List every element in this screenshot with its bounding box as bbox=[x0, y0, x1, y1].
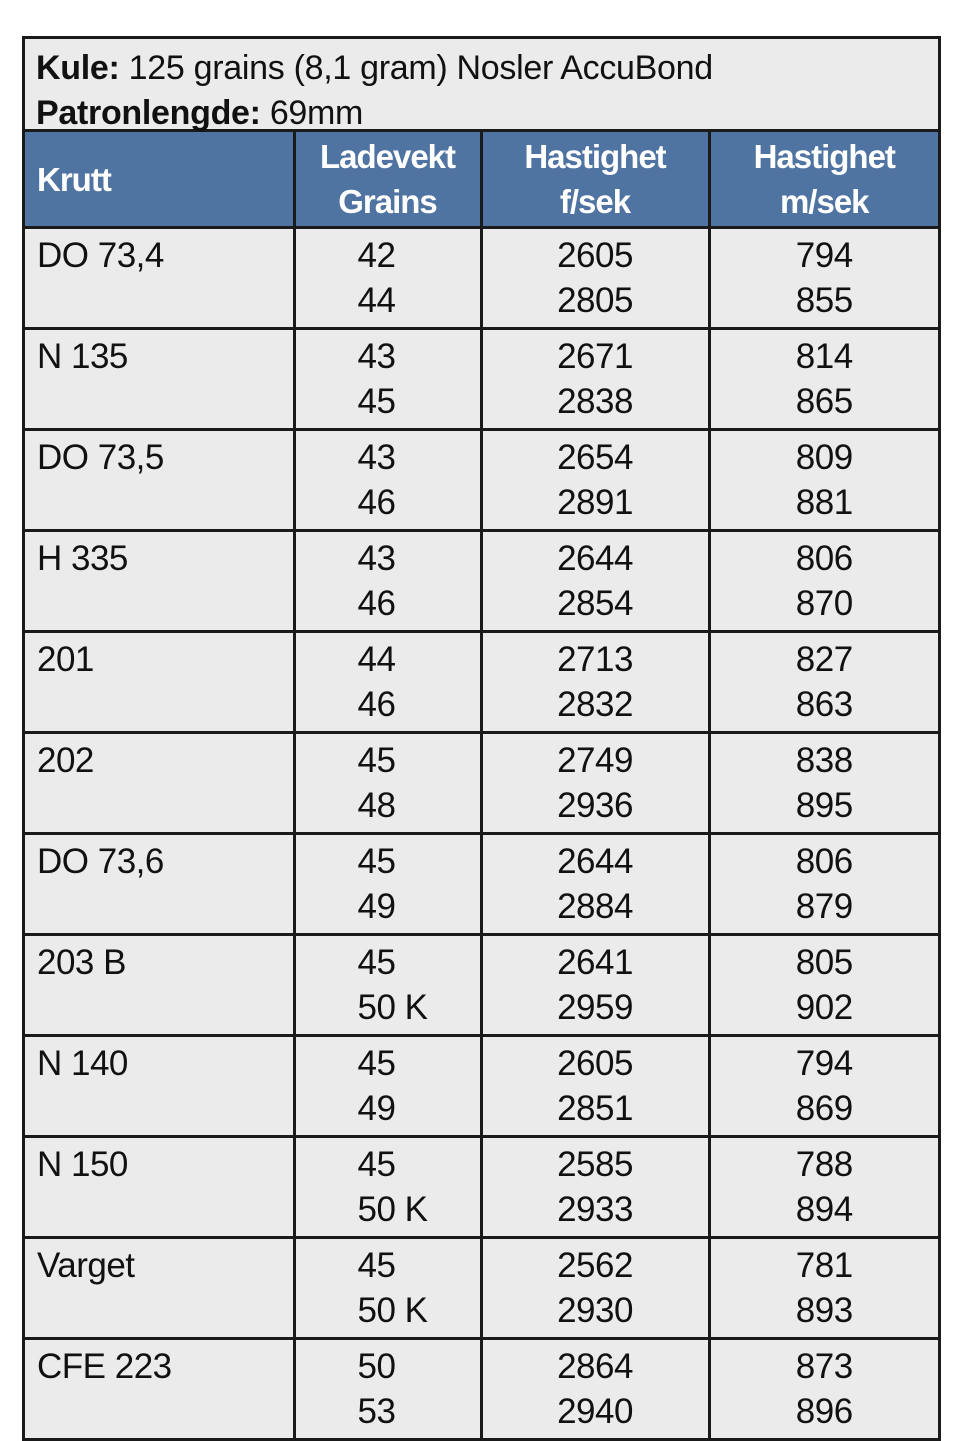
velocity-fps-cell bbox=[481, 329, 709, 430]
velocity-ms-cell-value: 895 bbox=[795, 786, 853, 825]
table-row bbox=[25, 329, 938, 430]
charge-weight-cell-value: 45 bbox=[357, 943, 396, 982]
load-data-table bbox=[22, 36, 941, 1441]
cartridge-length-label: Patronlengde: bbox=[36, 94, 261, 132]
velocity-ms-cell-value: 788 bbox=[795, 1145, 853, 1184]
velocity-ms-cell bbox=[709, 935, 938, 1036]
velocity-ms-cell-value: 809 bbox=[795, 438, 853, 477]
velocity-ms-cell bbox=[709, 733, 938, 834]
velocity-ms-cell-value: 894 bbox=[795, 1190, 853, 1229]
bullet-value: 125 grains (8,1 gram) Nosler AccuBond bbox=[119, 49, 713, 87]
table-row bbox=[25, 632, 938, 733]
charge-weight-cell-value: 48 bbox=[357, 786, 396, 825]
charge-weight-cell bbox=[294, 1036, 481, 1137]
cartridge-length-value: 69mm bbox=[260, 94, 364, 132]
velocity-fps-cell-value: 2562 bbox=[557, 1246, 633, 1285]
velocity-fps-cell-value: 2805 bbox=[557, 281, 633, 320]
charge-weight-cell bbox=[294, 935, 481, 1036]
velocity-fps-cell-value: 2854 bbox=[557, 584, 633, 623]
charge-weight-cell bbox=[294, 329, 481, 430]
velocity-fps-cell bbox=[481, 1339, 709, 1439]
table-body bbox=[25, 228, 938, 1439]
charge-weight-cell-value: 49 bbox=[357, 887, 396, 926]
header-ladevekt: Ladevekt Grains bbox=[294, 132, 481, 228]
velocity-fps-cell-value: 2933 bbox=[557, 1190, 633, 1229]
charge-weight-cell-value: 45 bbox=[357, 1246, 396, 1285]
powder-cell: H 335 bbox=[25, 531, 294, 632]
velocity-ms-cell bbox=[709, 531, 938, 632]
charge-weight-cell bbox=[294, 430, 481, 531]
velocity-fps-cell-value: 2851 bbox=[557, 1089, 633, 1128]
powder-cell: DO 73,5 bbox=[25, 430, 294, 531]
velocity-fps-cell bbox=[481, 1036, 709, 1137]
powder-cell: 201 bbox=[25, 632, 294, 733]
velocity-fps-cell bbox=[481, 1238, 709, 1339]
velocity-fps-cell-value: 2644 bbox=[557, 539, 633, 578]
table-row bbox=[25, 1137, 938, 1238]
velocity-fps-cell-value: 2930 bbox=[557, 1291, 633, 1330]
velocity-fps-cell bbox=[481, 531, 709, 632]
velocity-fps-cell-value: 2864 bbox=[557, 1347, 633, 1386]
velocity-ms-cell-value: 869 bbox=[795, 1089, 853, 1128]
bullet-label: Kule: bbox=[36, 49, 120, 87]
header-velocity-fps: Hastighet f/sek bbox=[481, 132, 709, 228]
charge-weight-cell-value: 50 K bbox=[357, 1190, 428, 1229]
velocity-ms-cell-value: 873 bbox=[795, 1347, 853, 1386]
header-velocity-ms: Hastighet m/sek bbox=[709, 132, 938, 228]
charge-weight-cell-value: 43 bbox=[357, 539, 396, 578]
velocity-fps-cell bbox=[481, 228, 709, 329]
charge-weight-cell bbox=[294, 1339, 481, 1439]
velocity-ms-cell-value: 865 bbox=[795, 382, 853, 421]
table-row bbox=[25, 1339, 938, 1439]
velocity-ms-cell-value: 855 bbox=[795, 281, 853, 320]
velocity-ms-cell-value: 896 bbox=[795, 1392, 853, 1431]
velocity-fps-cell-value: 2671 bbox=[557, 337, 633, 376]
velocity-fps-cell bbox=[481, 632, 709, 733]
charge-weight-cell-value: 44 bbox=[357, 640, 396, 679]
charge-weight-cell-value: 45 bbox=[357, 1145, 396, 1184]
powder-cell: DO 73,4 bbox=[37, 236, 164, 275]
velocity-fps-cell-value: 2891 bbox=[557, 483, 633, 522]
charge-weight-cell-value: 46 bbox=[357, 584, 396, 623]
velocity-ms-cell-value: 879 bbox=[795, 887, 853, 926]
velocity-ms-cell bbox=[709, 1036, 938, 1137]
charge-weight-cell-value: 53 bbox=[357, 1392, 396, 1431]
velocity-fps-cell-value: 2585 bbox=[557, 1145, 633, 1184]
charge-weight-cell-value: 45 bbox=[357, 741, 396, 780]
charge-weight-cell-value: 46 bbox=[357, 685, 396, 724]
charge-weight-cell-value: 50 K bbox=[357, 988, 428, 1027]
charge-weight-cell-value: 46 bbox=[357, 483, 396, 522]
velocity-fps-cell bbox=[481, 430, 709, 531]
bullet-line bbox=[36, 46, 938, 91]
velocity-ms-cell-value: 781 bbox=[795, 1246, 853, 1285]
table-row bbox=[25, 935, 938, 1036]
powder-cell: Varget bbox=[25, 1238, 294, 1339]
table-row bbox=[25, 531, 938, 632]
velocity-ms-cell bbox=[709, 228, 938, 329]
header-row bbox=[25, 132, 938, 228]
table-row bbox=[25, 1238, 938, 1339]
charge-weight-cell-value: 43 bbox=[357, 438, 396, 477]
charge-weight-cell bbox=[294, 1238, 481, 1339]
velocity-fps-cell-value: 2713 bbox=[557, 640, 633, 679]
table-row bbox=[25, 834, 938, 935]
velocity-fps-cell-value: 2654 bbox=[557, 438, 633, 477]
charge-weight-cell bbox=[294, 733, 481, 834]
velocity-ms-cell bbox=[709, 834, 938, 935]
velocity-ms-cell-value: 838 bbox=[795, 741, 853, 780]
velocity-ms-cell bbox=[709, 430, 938, 531]
charge-weight-cell-value: 43 bbox=[357, 337, 396, 376]
charge-weight-cell bbox=[294, 632, 481, 733]
powder-cell: CFE 223 bbox=[25, 1339, 294, 1439]
charge-weight-cell-value: 50 bbox=[357, 1347, 396, 1386]
data-table bbox=[25, 132, 938, 1438]
velocity-fps-cell-value: 2959 bbox=[557, 988, 633, 1027]
velocity-ms-cell bbox=[709, 1339, 938, 1439]
velocity-ms-cell-value: 806 bbox=[795, 842, 853, 881]
velocity-fps-cell-value: 2884 bbox=[557, 887, 633, 926]
powder-cell: N 150 bbox=[25, 1137, 294, 1238]
powder-cell: 203 B bbox=[25, 935, 294, 1036]
charge-weight-cell bbox=[294, 1137, 481, 1238]
powder-cell: N 140 bbox=[25, 1036, 294, 1137]
cartridge-length-line bbox=[36, 91, 938, 136]
charge-weight-cell bbox=[294, 531, 481, 632]
velocity-fps-cell-value: 2936 bbox=[557, 786, 633, 825]
velocity-fps-cell-value: 2838 bbox=[557, 382, 633, 421]
velocity-ms-cell-value: 794 bbox=[795, 236, 853, 275]
table-row bbox=[25, 1036, 938, 1137]
velocity-ms-cell-value: 870 bbox=[795, 584, 853, 623]
charge-weight-cell-value: 50 K bbox=[357, 1291, 428, 1330]
velocity-fps-cell bbox=[481, 935, 709, 1036]
charge-weight-cell-value: 45 bbox=[357, 1044, 396, 1083]
powder-cell: DO 73,6 bbox=[25, 834, 294, 935]
velocity-ms-cell-value: 814 bbox=[795, 337, 853, 376]
velocity-fps-cell bbox=[481, 733, 709, 834]
velocity-fps-cell-value: 2644 bbox=[557, 842, 633, 881]
velocity-ms-cell bbox=[709, 1238, 938, 1339]
velocity-ms-cell-value: 902 bbox=[795, 988, 853, 1027]
velocity-ms-cell bbox=[709, 1137, 938, 1238]
velocity-ms-cell-value: 893 bbox=[795, 1291, 853, 1330]
velocity-fps-cell bbox=[481, 1137, 709, 1238]
table-row bbox=[25, 228, 938, 329]
charge-weight-cell bbox=[294, 228, 481, 329]
table-row bbox=[25, 733, 938, 834]
velocity-fps-cell-value: 2749 bbox=[557, 741, 633, 780]
velocity-ms-cell bbox=[709, 329, 938, 430]
charge-weight-cell-value: 45 bbox=[357, 842, 396, 881]
powder-cell: N 135 bbox=[25, 329, 294, 430]
velocity-ms-cell-value: 805 bbox=[795, 943, 853, 982]
velocity-fps-cell-value: 2940 bbox=[557, 1392, 633, 1431]
velocity-ms-cell-value: 794 bbox=[795, 1044, 853, 1083]
velocity-fps-cell bbox=[481, 834, 709, 935]
powder-cell: 202 bbox=[25, 733, 294, 834]
velocity-fps-cell-value: 2641 bbox=[557, 943, 633, 982]
velocity-fps-cell-value: 2605 bbox=[557, 1044, 633, 1083]
table-row bbox=[25, 430, 938, 531]
velocity-ms-cell bbox=[709, 632, 938, 733]
velocity-fps-cell-value: 2832 bbox=[557, 685, 633, 724]
charge-weight-cell-value: 49 bbox=[357, 1089, 396, 1128]
velocity-ms-cell-value: 881 bbox=[795, 483, 853, 522]
charge-weight-cell bbox=[294, 834, 481, 935]
charge-weight-cell-value: 42 bbox=[357, 236, 396, 275]
charge-weight-cell-value: 45 bbox=[357, 382, 396, 421]
velocity-ms-cell-value: 863 bbox=[795, 685, 853, 724]
charge-weight-cell-value: 44 bbox=[357, 281, 396, 320]
velocity-fps-cell-value: 2605 bbox=[557, 236, 633, 275]
velocity-ms-cell-value: 827 bbox=[795, 640, 853, 679]
table-caption bbox=[25, 39, 938, 132]
velocity-ms-cell-value: 806 bbox=[795, 539, 853, 578]
header-krutt: Krutt bbox=[25, 132, 294, 228]
